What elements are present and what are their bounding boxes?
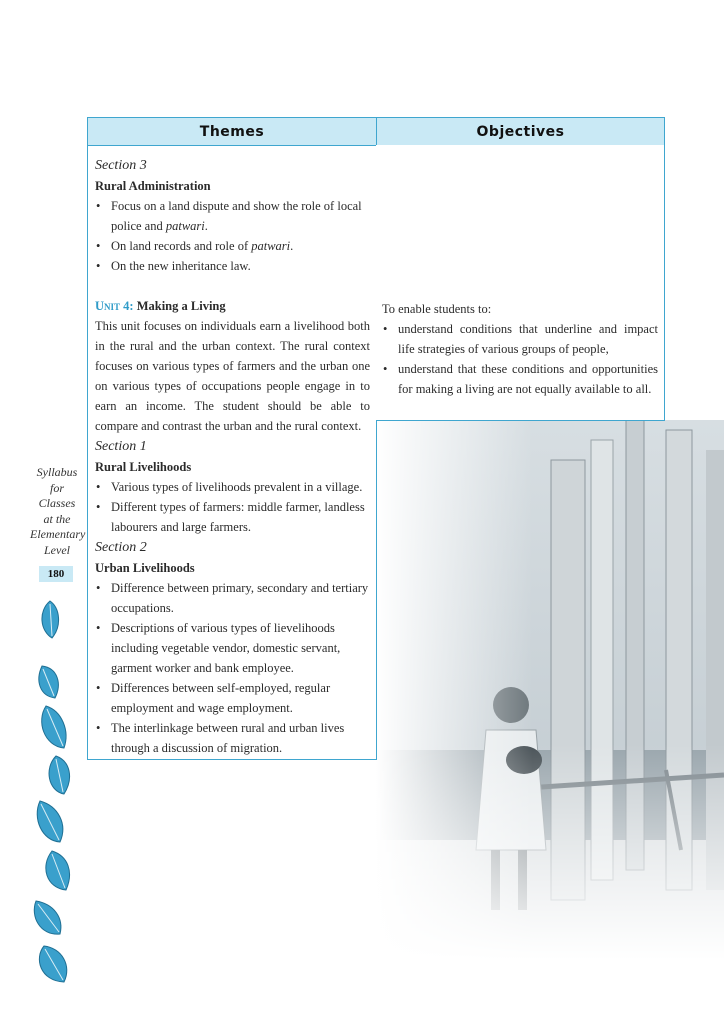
objectives-header: Objectives: [476, 123, 565, 140]
list-item: • On land records and role of patwari.: [95, 236, 370, 256]
themes-column: [87, 145, 377, 760]
list-item: • On the new inheritance law.: [95, 256, 370, 276]
section2-title: Urban Livelihoods: [95, 561, 195, 575]
margin-line: at the: [43, 511, 71, 526]
page-number: 180: [39, 566, 73, 582]
table-header-row: [87, 117, 665, 146]
themes-header: Themes: [88, 118, 377, 145]
margin-line: Elementary: [30, 527, 86, 541]
section1-label: Section 1: [95, 439, 147, 454]
section3-list: [95, 196, 370, 276]
section1-title: Rural Livelihoods: [95, 460, 192, 474]
leaf-icon: [46, 851, 70, 890]
section2-list: [95, 578, 370, 758]
leaf-icon: [42, 706, 66, 748]
section3-label: Section 3: [95, 158, 147, 173]
leaf-decoration: [30, 596, 90, 996]
list-item: • Difference between primary, secondary and tertiary occupations.: [95, 578, 370, 618]
margin-line: for: [49, 480, 64, 495]
section1-list: [95, 477, 370, 537]
section3-title: Rural Administration: [95, 179, 211, 193]
syllabus-table: [87, 117, 665, 146]
list-item: • understand conditions that underline and impact life strategies of various groups of people,: [382, 319, 658, 359]
objectives-intro: To enable students to:: [382, 302, 492, 316]
list-item: • The interlinkage between rural and urban lives through a discussion of migration.: [95, 718, 370, 758]
list-item: • Various types of livelihoods prevalent in a village.: [95, 477, 370, 497]
unit-title: Making a Living: [136, 299, 226, 313]
unit-heading: [95, 296, 370, 316]
list-item: • understand that these conditions and opportunities for making a living are not equally available to all.: [382, 359, 658, 399]
margin-line: Level: [44, 542, 70, 557]
list-item: • Different types of farmers: middle farmer, landless labourers and large farmers.: [95, 497, 370, 537]
margin-line: Syllabus: [36, 465, 78, 479]
list-item: • Focus on a land dispute and show the role of local police and patwari.: [95, 196, 370, 236]
list-item: • Descriptions of various types of lievelihoods including vegetable vendor, domestic servant, garment worker and bank employee.: [95, 618, 370, 678]
unit-label: Unit 4:: [95, 299, 134, 313]
margin-syllabus-label: [30, 465, 84, 558]
objectives-list: [382, 319, 658, 399]
photo-girl-with-trees: [376, 420, 724, 960]
leaf-icon: [39, 946, 66, 982]
list-item: • Differences between self-employed, regular employment and wage employment.: [95, 678, 370, 718]
margin-line: Classes: [38, 496, 76, 510]
unit-description: This unit focuses on individuals earn a livelihood both in the rural and the urban context. The rural context focuses on various types of farmers and the urban one on various types of occupations people engage in to earn an income. The student should be able to compare and contrast the urban and the rural context.: [95, 319, 370, 433]
objectives-column: [376, 145, 665, 421]
section2-label: Section 2: [95, 540, 147, 555]
